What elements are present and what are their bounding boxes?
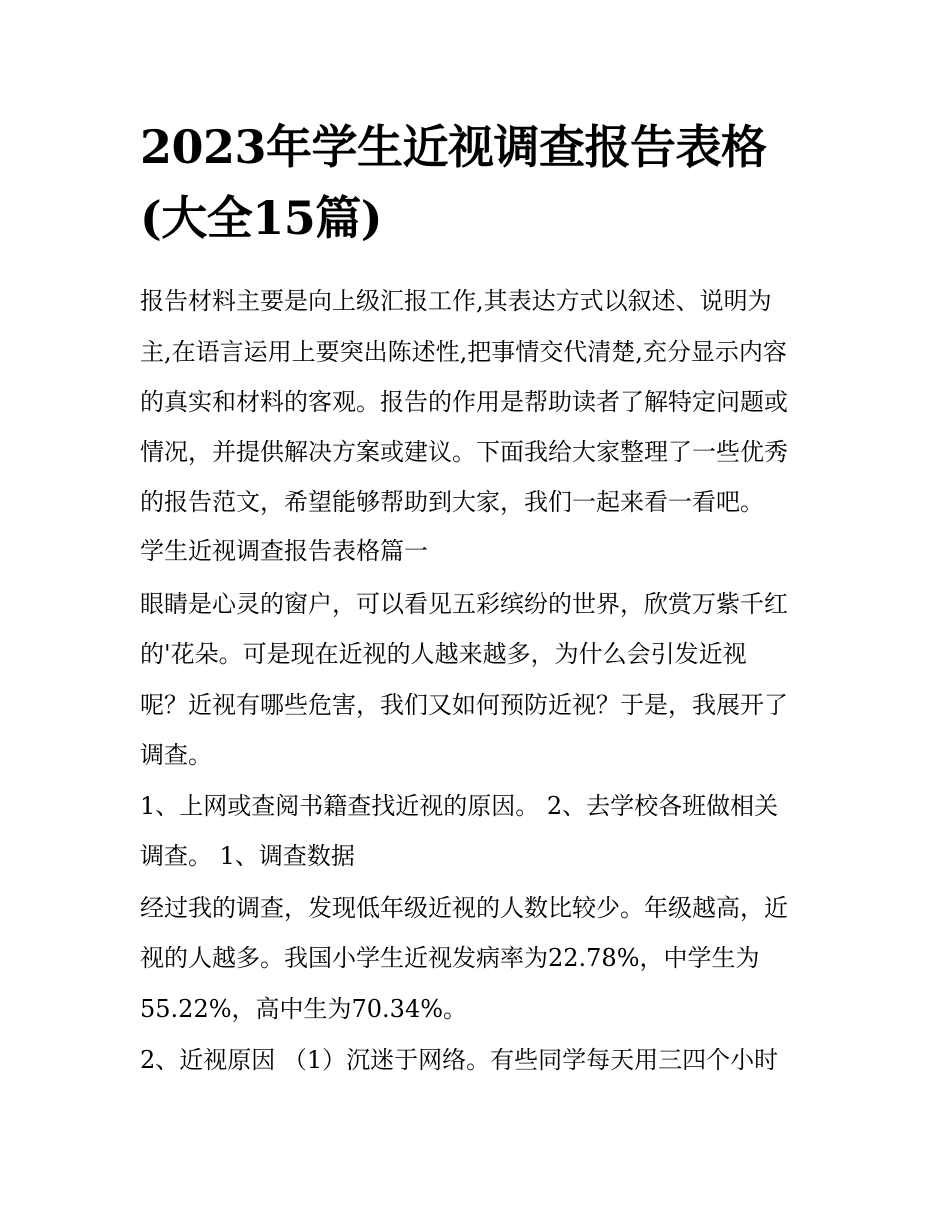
- body-line-8: 的'花朵。可是现在近视的人越来越多，为什么会引发近视: [140, 640, 747, 668]
- body-line-9: 呢？近视有哪些危害，我们又如何预防近视？于是，我展开了: [140, 691, 788, 719]
- body-line-15: 55.22%，高中生为70.34%。: [140, 995, 468, 1023]
- body-line-10: 调查。: [140, 741, 212, 769]
- body-line-1: 报告材料主要是向上级汇报工作,其表达方式以叙述、说明为: [140, 287, 772, 315]
- body-line-16: 2、近视原因 （1）沉迷于网络。有些同学每天用三四个小时: [140, 1046, 779, 1074]
- body-line-12: 调查。 1、调查数据: [140, 842, 355, 870]
- title-line-2: (大全15篇): [140, 191, 383, 245]
- section-heading: 学生近视调查报告表格篇一: [140, 537, 428, 565]
- body-line-11: 1、上网或查阅书籍查找近视的原因。 2、去学校各班做相关: [140, 792, 779, 820]
- body-line-2: 主,在语言运用上要突出陈述性,把事情交代清楚,充分显示内容: [140, 338, 787, 366]
- title-line-1: 2023年学生近视调查报告表格: [140, 120, 767, 174]
- body-line-14: 视的人越多。我国小学生近视发病率为22.78%，中学生为: [140, 944, 760, 972]
- body-line-5: 的报告范文，希望能够帮助到大家，我们一起来看一看吧。: [140, 488, 764, 516]
- body-line-7: 眼睛是心灵的窗户，可以看见五彩缤纷的世界，欣赏万紫千红: [140, 590, 788, 618]
- body-line-3: 的真实和材料的客观。报告的作用是帮助读者了解特定问题或: [140, 388, 788, 416]
- document-title: [140, 112, 830, 254]
- body-line-13: 经过我的调查，发现低年级近视的人数比较少。年级越高，近: [140, 894, 788, 922]
- body-line-4: 情况，并提供解决方案或建议。下面我给大家整理了一些优秀: [140, 438, 788, 466]
